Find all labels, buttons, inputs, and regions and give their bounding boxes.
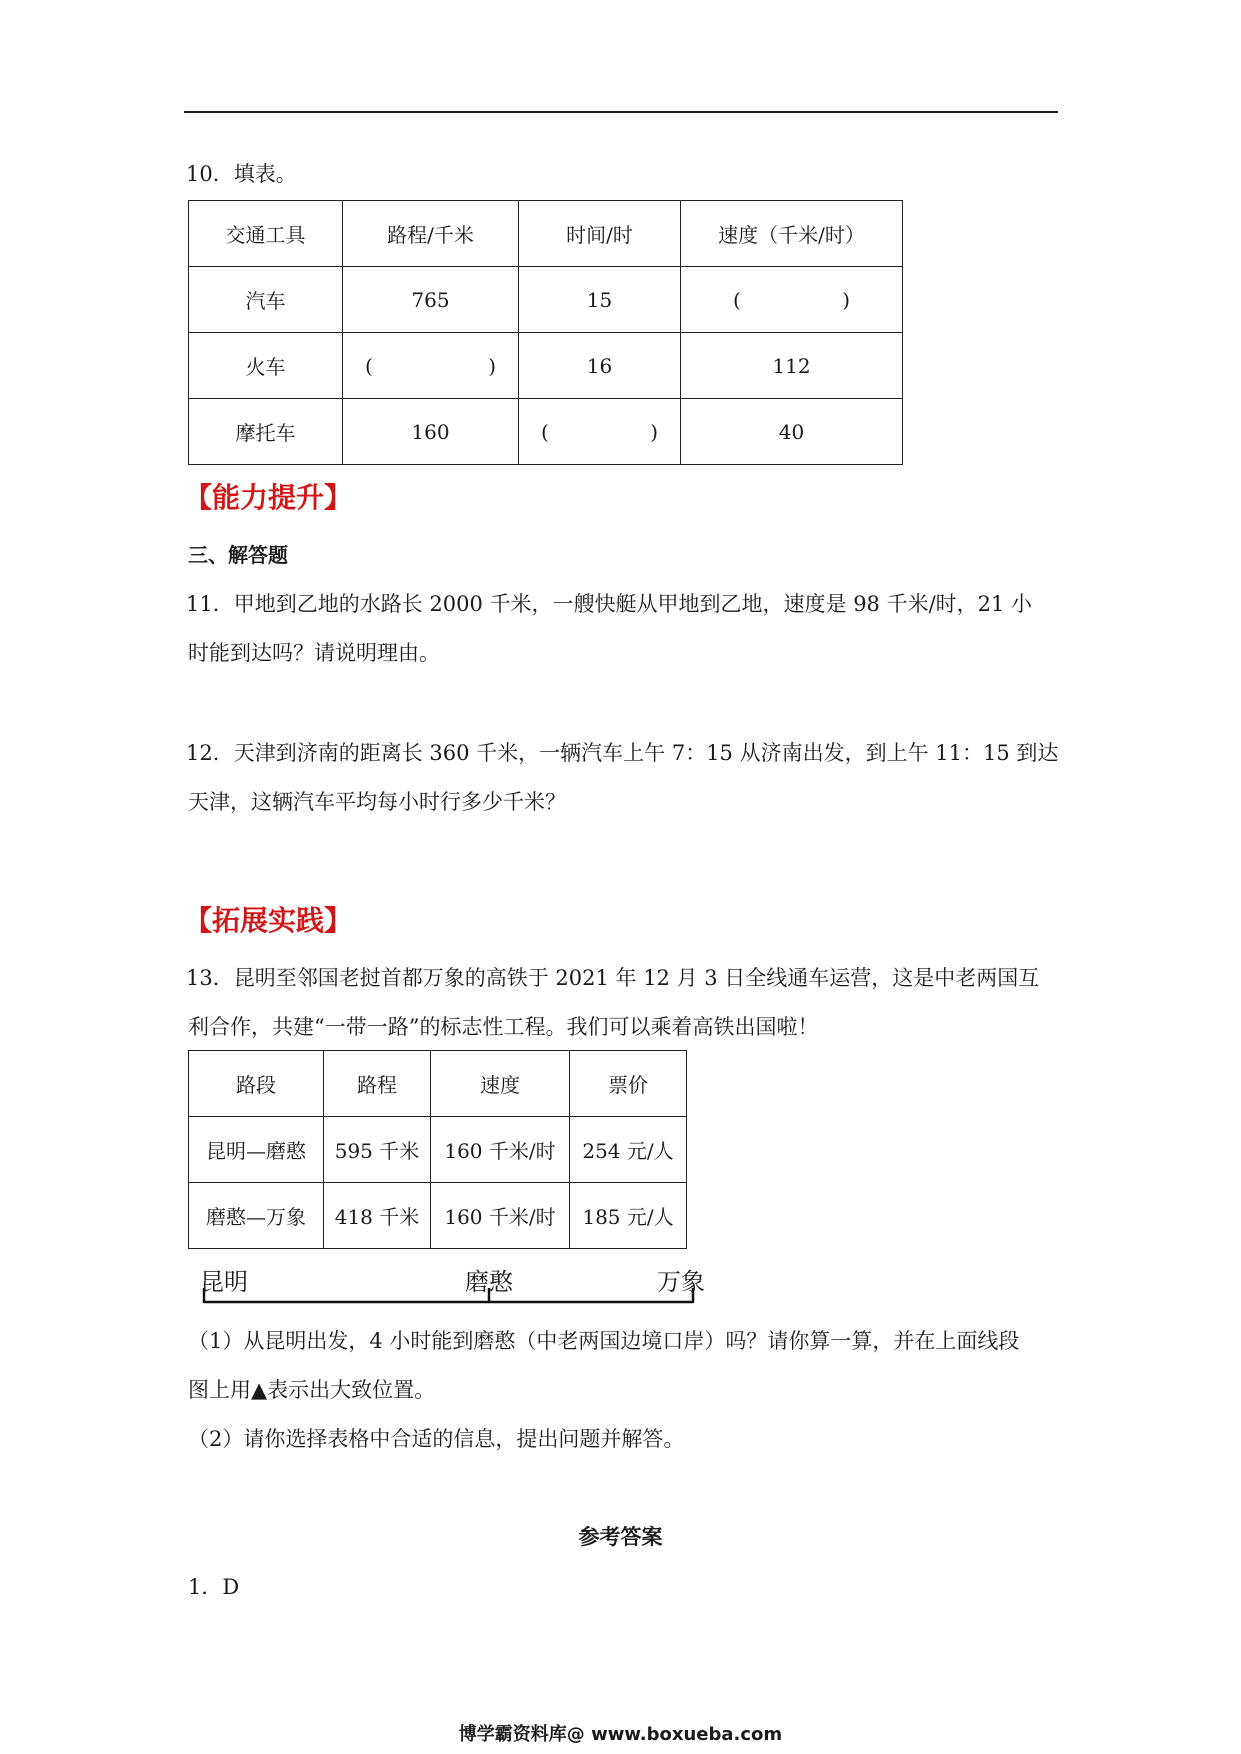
segment-label-mohan: 磨憨 [465, 1268, 513, 1296]
table-header-cell: 交通工具 [189, 201, 343, 267]
paren-close: ) [842, 287, 850, 312]
table-header-row [189, 1051, 687, 1117]
table-header-row [189, 201, 903, 267]
question-12-line2: 天津，这辆汽车平均每小时行多少千米？ [188, 790, 566, 814]
question-13-line1: 13．昆明至邻国老挝首都万象的高铁于 2021 年 12 月 3 日全线通车运营，这是中老两国互 [186, 966, 1040, 990]
table-header-cell: 速度（千米/时） [681, 201, 903, 267]
question-10-title: 10．填表。 [186, 162, 297, 186]
page-footer: 博学霸资料库@ www.boxueba.com [458, 1724, 783, 1745]
table-header-cell: 路段 [189, 1051, 324, 1117]
q13-table [188, 1050, 687, 1249]
answer-1: 1．D [188, 1575, 240, 1599]
table-cell: 160 [343, 399, 519, 465]
table-header-cell: 路程/千米 [343, 201, 519, 267]
paren-open: ( [365, 353, 373, 378]
table-cell: 160 千米/时 [431, 1183, 570, 1249]
question-13-sub1-line1: （1）从昆明出发，4 小时能到磨憨（中老两国边境口岸）吗？请你算一算，并在上面线段 [188, 1329, 1020, 1353]
q10-table [188, 200, 903, 465]
table-cell: 765 [343, 267, 519, 333]
segment-label-kunming: 昆明 [200, 1268, 248, 1296]
answers-title: 参考答案 [578, 1525, 663, 1549]
table-cell: 磨憨—万象 [189, 1183, 324, 1249]
table-cell: 160 千米/时 [431, 1117, 570, 1183]
table-cell: 40 [681, 399, 903, 465]
section-ability-title: 【能力提升】 [184, 481, 353, 514]
table-cell: 595 千米 [324, 1117, 431, 1183]
paren-open: ( [541, 419, 549, 444]
question-13-sub2: （2）请你选择表格中合适的信息，提出问题并解答。 [188, 1427, 685, 1451]
segment-label-vientiane: 万象 [657, 1268, 705, 1296]
question-11-line2: 时能到达吗？请说明理由。 [188, 641, 440, 665]
table-header-cell: 票价 [570, 1051, 687, 1117]
paren-close: ) [650, 419, 658, 444]
table-cell: 16 [519, 333, 681, 399]
header-rule [184, 111, 1058, 113]
table-row [189, 1183, 687, 1249]
table-cell: 火车 [189, 333, 343, 399]
table-row [189, 399, 903, 465]
question-13-line2: 利合作，共建“一带一路”的标志性工程。我们可以乘着高铁出国啦！ [188, 1015, 819, 1039]
table-row [189, 267, 903, 333]
question-11-line1: 11．甲地到乙地的水路长 2000 千米，一艘快艇从甲地到乙地，速度是 98 千米/时，21 小 [186, 592, 1033, 616]
table-cell: 15 [519, 267, 681, 333]
table-header-cell: 时间/时 [519, 201, 681, 267]
table-header-cell: 路程 [324, 1051, 431, 1117]
paren-open: ( [733, 287, 741, 312]
table-cell: 112 [681, 333, 903, 399]
segment-diagram [190, 1278, 710, 1314]
blank-cell [681, 267, 903, 333]
table-cell: 254 元/人 [570, 1117, 687, 1183]
table-cell: 418 千米 [324, 1183, 431, 1249]
table-row [189, 333, 903, 399]
part3-heading: 三、解答题 [188, 543, 288, 567]
table-cell: 昆明—磨憨 [189, 1117, 324, 1183]
question-13-sub1-line2: 图上用▲表示出大致位置。 [188, 1378, 436, 1402]
table-cell: 汽车 [189, 267, 343, 333]
table-row [189, 1117, 687, 1183]
blank-cell [343, 333, 519, 399]
paren-close: ) [488, 353, 496, 378]
section-practice-title: 【拓展实践】 [184, 904, 353, 937]
question-12-line1: 12．天津到济南的距离长 360 千米，一辆汽车上午 7：15 从济南出发，到上午 11：15 到达 [186, 741, 1059, 765]
table-cell: 摩托车 [189, 399, 343, 465]
table-cell: 185 元/人 [570, 1183, 687, 1249]
blank-cell [519, 399, 681, 465]
table-header-cell: 速度 [431, 1051, 570, 1117]
